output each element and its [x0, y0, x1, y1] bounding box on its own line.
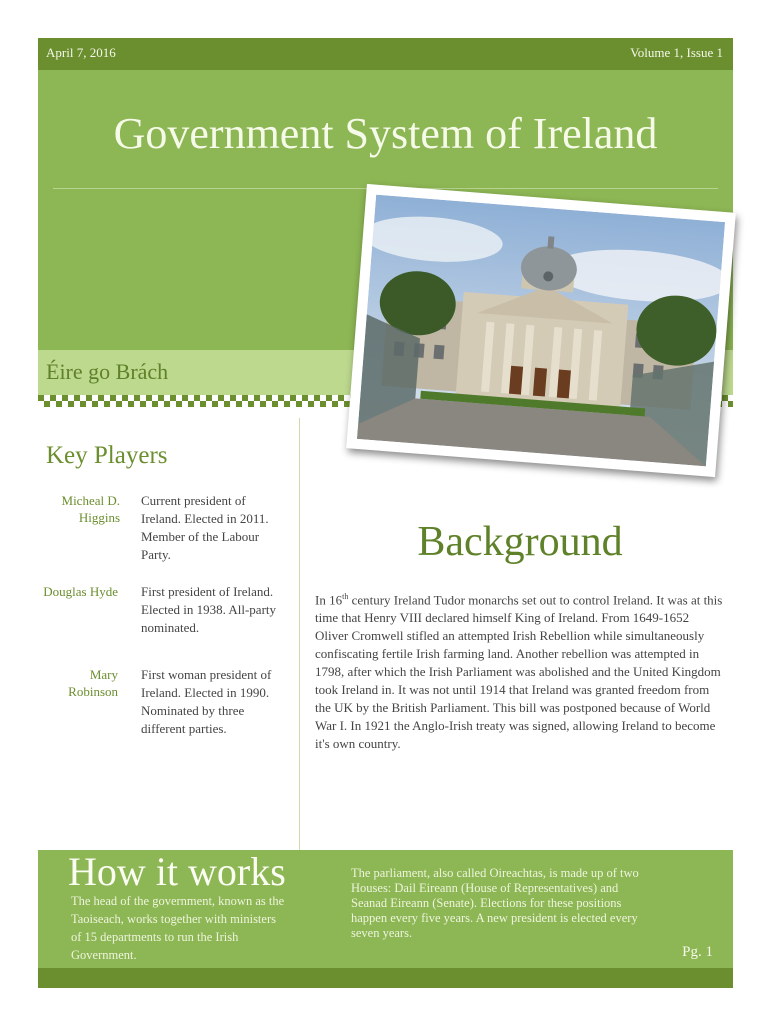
player-name: Micheal D. Higgins — [61, 493, 120, 525]
player-description: First woman president of Ireland. Elected in 1990. Nominated by three different parties. — [141, 667, 272, 736]
top-bar — [38, 38, 733, 70]
volume-issue: Volume 1, Issue 1 — [630, 45, 723, 60]
how-it-works-right-text: The parliament, also called Oireachtas, is made up of two Houses: Dail Eireann (House of Representatives) and Seanad Eireann (Senate). Elections for these positions happen every five years. A new president is elected every seven years. — [351, 866, 639, 940]
column-divider — [299, 418, 300, 850]
page-title: Government System of Ireland — [113, 109, 658, 158]
player-description: First president of Ireland. Elected in 1938. All-party nominated. — [141, 584, 277, 635]
issue-date: April 7, 2016 — [46, 45, 116, 60]
how-it-works-section — [38, 850, 733, 968]
player-name: Mary Robinson — [68, 667, 118, 699]
how-it-works-left-text: The head of the government, known as the Taoiseach, works together with ministers of 15 departments to run the Irish Government. — [71, 894, 285, 962]
government-buildings-photo — [346, 184, 736, 477]
background-text-rest: century Ireland Tudor monarchs set out to control Ireland. It was at this time that Henry VIII declared himself King of Ireland. From 1649-1652 Oliver Cromwell stifled an attempted Irish Rebellion while simultaneously confiscating fertile Irish farming land. Another rebellion was attempted in 1798, after which the Irish Parliament was abolished and the United Kingdom took Ireland in. It was not until 1914 that Ireland was granted freedom from the UK by the British Parliament. This bill was postponed because of World War I. In 1921 the Anglo-Irish treaty was signed, allowing Ireland to become it's own country. — [315, 592, 723, 752]
how-it-works-heading: How it works — [68, 849, 286, 894]
background-text-start: In 16 — [315, 592, 343, 608]
tagline: Éire go Brách — [46, 359, 169, 384]
key-players-heading: Key Players — [46, 442, 168, 469]
newsletter-page — [38, 38, 733, 988]
bottom-bar — [38, 968, 733, 988]
ordinal-suffix: th — [342, 592, 349, 601]
player-name: Douglas Hyde — [43, 584, 118, 599]
background-heading: Background — [417, 519, 623, 565]
background-text — [315, 588, 725, 753]
page-number: Pg. 1 — [682, 944, 713, 960]
player-description: Current president of Ireland. Elected in 2011. Member of the Labour Party. — [141, 493, 269, 562]
building-illustration — [357, 195, 725, 467]
